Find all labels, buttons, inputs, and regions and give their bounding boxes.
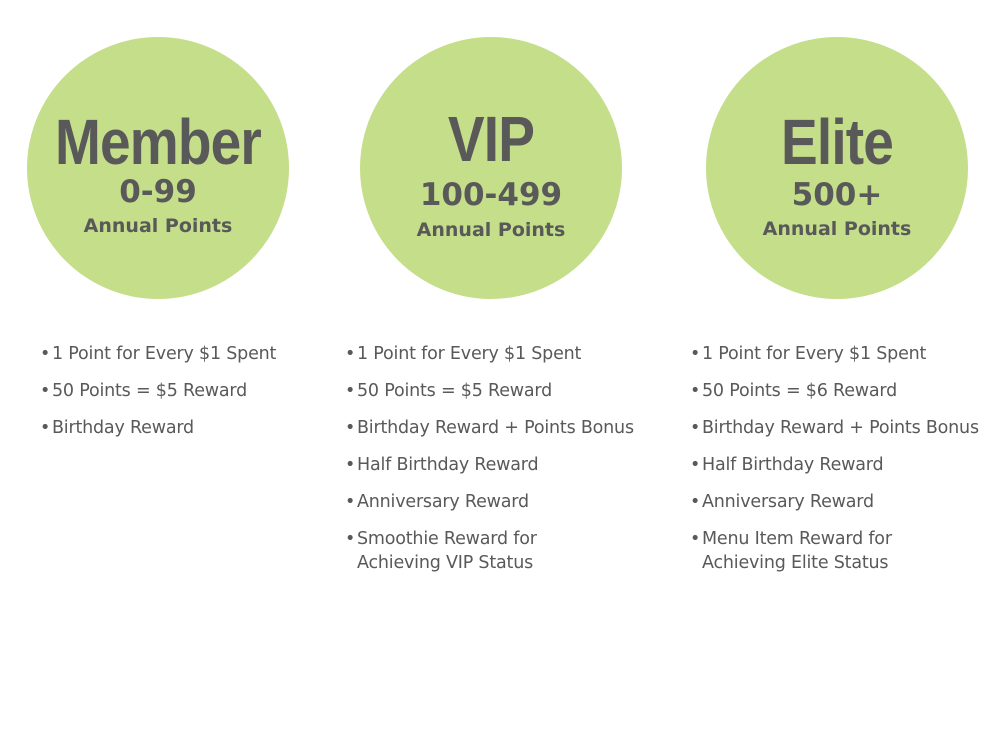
tier-name: Member xyxy=(55,106,261,178)
benefit-item: • Smoothie Reward for Achieving VIP Status xyxy=(345,527,634,575)
tier-badge-member xyxy=(27,37,289,299)
benefit-list-elite xyxy=(690,342,979,588)
benefit-item: • 1 Point for Every $1 Spent xyxy=(345,342,634,366)
benefit-item: • Anniversary Reward xyxy=(690,490,979,514)
tier-points-range: 0-99 xyxy=(119,174,197,210)
benefit-item: • Half Birthday Reward xyxy=(690,453,979,477)
benefit-item: • 1 Point for Every $1 Spent xyxy=(40,342,276,366)
benefit-item: • 50 Points = $5 Reward xyxy=(40,379,276,403)
tier-name: Elite xyxy=(781,106,893,178)
tier-badge-vip xyxy=(360,37,622,299)
benefit-item: • Birthday Reward + Points Bonus xyxy=(690,416,979,440)
benefit-list-member xyxy=(40,342,276,453)
tier-points-range: 100-499 xyxy=(419,177,563,213)
benefit-item: • Half Birthday Reward xyxy=(345,453,634,477)
tier-member xyxy=(0,0,330,734)
benefit-list-vip xyxy=(345,342,634,588)
benefit-item: • 50 Points = $5 Reward xyxy=(345,379,634,403)
tier-badge-elite xyxy=(706,37,968,299)
tier-points-caption: Annual Points xyxy=(83,215,233,237)
tier-points-caption: Annual Points xyxy=(762,218,912,240)
benefit-item: • Anniversary Reward xyxy=(345,490,634,514)
tier-elite xyxy=(660,0,990,734)
benefit-item: • 50 Points = $6 Reward xyxy=(690,379,979,403)
benefit-item: • Menu Item Reward for Achieving Elite Status xyxy=(690,527,979,575)
tier-points-caption: Annual Points xyxy=(416,219,566,241)
benefit-item: • Birthday Reward + Points Bonus xyxy=(345,416,634,440)
tier-points-range: 500+ xyxy=(791,177,883,213)
benefit-item: • Birthday Reward xyxy=(40,416,276,440)
tier-name: VIP xyxy=(447,103,535,175)
tier-vip xyxy=(330,0,660,734)
benefit-item: • 1 Point for Every $1 Spent xyxy=(690,342,979,366)
